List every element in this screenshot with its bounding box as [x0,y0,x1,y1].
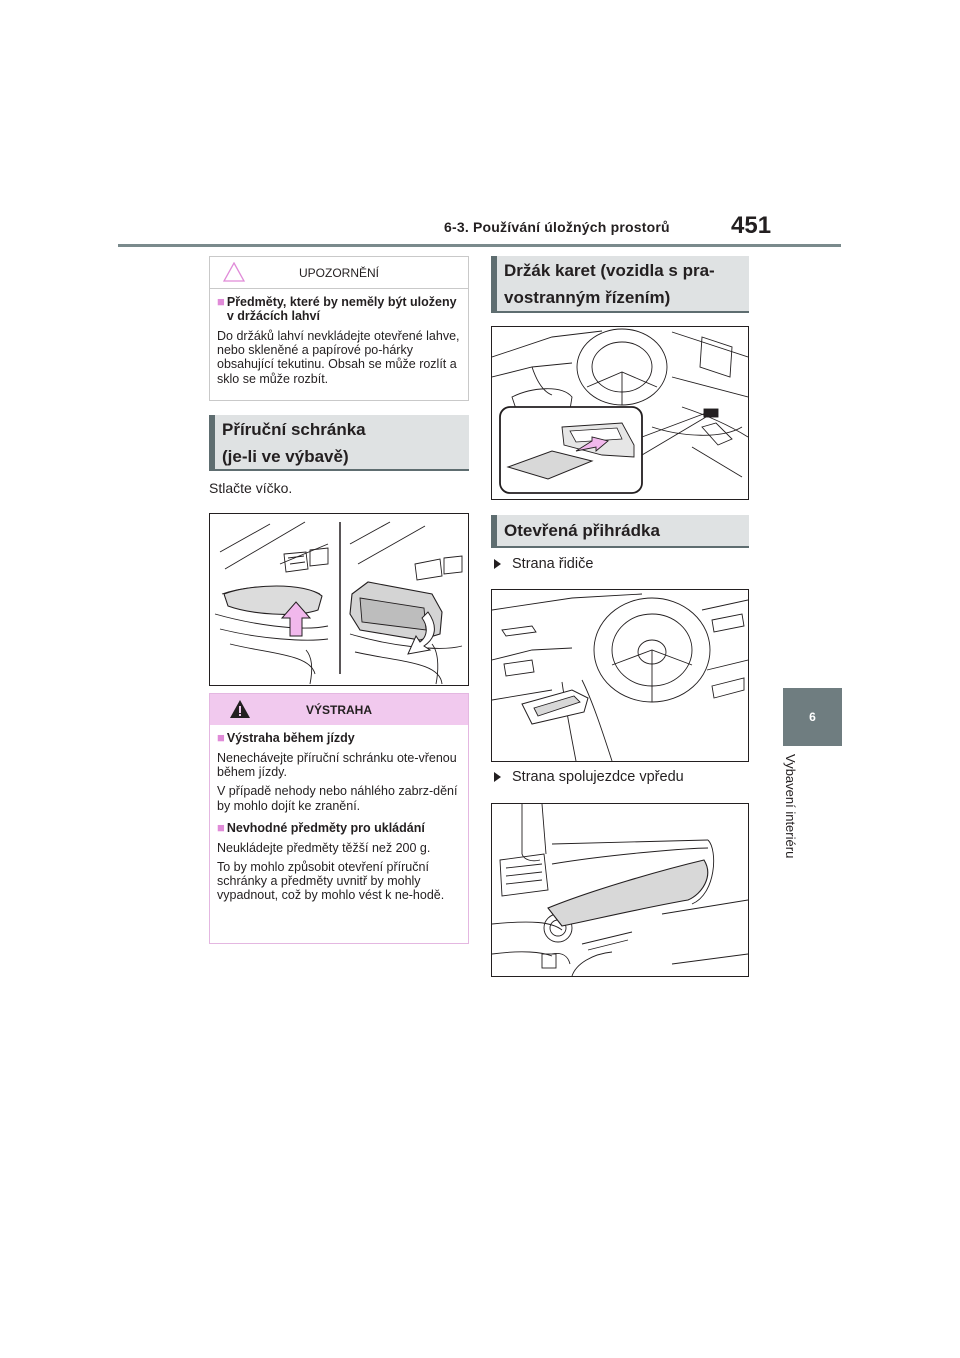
card-holder-drawing [492,327,748,499]
warning-header [210,694,468,725]
warning-box [209,693,469,944]
page-number: 451 [731,212,772,239]
glovebox-instruction: Stlačte víčko. [209,480,293,496]
square-bullet-icon: ■ [217,730,225,745]
warning-subtitle-driving: ■ Výstraha během jízdy [217,730,355,745]
caution-text: Do držáků lahví nevkládejte otevřené lahve, nebo skleněné a papírové po-hárky obsahující tekutinu. Obsah se může rozlít a sklo se může rozbít. [217,329,460,386]
chapter-label: Vybavení interiéru [783,754,798,859]
square-bullet-icon: ■ [217,819,225,835]
chapter-number: 6 [809,710,816,724]
header-divider [118,244,841,247]
triangle-bullet-icon [494,772,501,782]
card-holder-illustration [491,326,749,500]
warning-title: VÝSTRAHA [305,702,372,717]
caution-box [209,256,469,401]
driver-side-illustration [491,589,749,762]
glovebox-illustration [209,513,469,686]
caution-title: UPOZORNĚNÍ [298,265,379,280]
open-tray-heading: Otevřená přihrádka [491,515,749,548]
warning-text-2: V případě nehody nebo náhlého zabrz-dění by mohlo dojít ke zranění. [217,784,458,813]
chapter-tab [783,688,842,746]
warning-text-4: To by mohlo způsobit otevření příruční schránky a předměty uvnitř by mohly vypadnout, což by mohlo vést k ne-hodě. [217,860,445,903]
passenger-side-illustration [491,803,749,977]
section-title: 6-3. Používání úložných prostorů [444,219,670,235]
glovebox-heading: Příruční schránka (je-li ve výbavě) [209,415,469,471]
bullet-driver-side: Strana řidiče [494,556,593,572]
chapter-label-container [784,746,804,896]
caution-icon [223,262,245,282]
triangle-bullet-icon [494,559,501,569]
bullet-passenger-side: Strana spolujezdce vpředu [494,769,684,785]
square-bullet-icon: ■ [217,294,225,309]
warning-text-1: Nenechávejte příruční schránku ote-vřenou během jízdy. [217,751,457,780]
caution-header [210,257,468,289]
card-holder-heading: Držák karet (vozidla s pra- vostranným řízením) [491,256,749,313]
driver-side-drawing [492,590,748,761]
warning-text-3: Neukládejte předměty těžší než 200 g. [217,840,431,855]
warning-subtitle-items: ■ Nevhodné předměty pro ukládání [217,819,425,835]
passenger-side-drawing [492,804,748,976]
caution-subtitle: ■ Předměty, které by neměly být uloženy v držácích lahví [217,294,457,323]
warning-icon [229,699,251,719]
glovebox-drawing [210,514,468,685]
